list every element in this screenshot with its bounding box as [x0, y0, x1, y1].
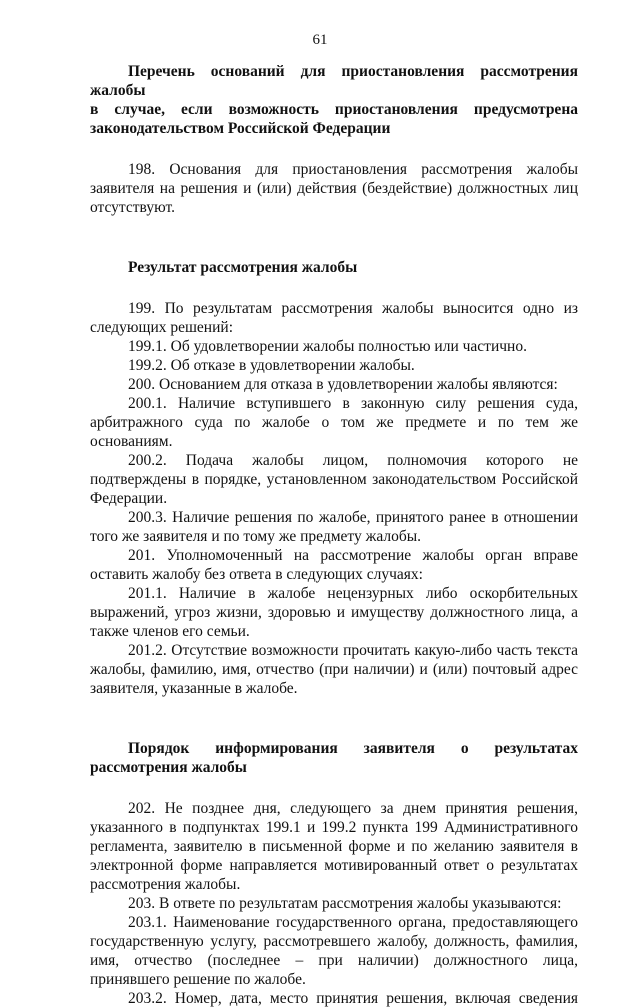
paragraph-203-1: 203.1. Наименование государственного органа, предоставляющего государственную услугу, рассмотревшего жалобу, должность, фамилия, имя, отчество (последнее – при наличии) должностного лица, принявшего решение по жалобе.	[90, 914, 578, 988]
paragraph-199-1: 199.1. Об удовлетворении жалобы полностью или частично.	[128, 338, 527, 355]
heading-line: Порядок информирования заявителя о результатах	[128, 740, 578, 757]
paragraph-200-1: 200.1. Наличие вступившего в законную силу решения суда, арбитражного суда по жалобе о том же предмете и по тем же основаниям.	[90, 395, 578, 450]
paragraph-200-2: 200.2. Подача жалобы лицом, полномочия которого не подтверждены в порядке, установленном законодательством Российской Федерации.	[90, 452, 578, 507]
paragraph-199-2: 199.2. Об отказе в удовлетворении жалобы.	[128, 357, 415, 374]
section-heading-complaint-result	[90, 258, 578, 277]
paragraph-202: 202. Не позднее дня, следующего за днем принятия решения, указанного в подпунктах 199.1 и 199.2 пункта 199 Административного регламента, заявителю в письменной форме и по желанию заявителя в электронной форме направляется мотивированный ответ о результатах рассмотрения жалобы.	[90, 800, 578, 893]
paragraph-203: 203. В ответе по результатам рассмотрения жалобы указываются:	[128, 895, 562, 912]
heading-line: Перечень оснований для приостановления рассмотрения жалобы	[90, 63, 578, 99]
page-number: 61	[312, 32, 328, 48]
paragraph-198: 198. Основания для приостановления рассмотрения жалобы заявителя на решения и (или) действия (бездействие) должностных лиц отсутствуют.	[90, 161, 578, 216]
heading-line: в случае, если возможность приостановления предусмотрена	[90, 101, 578, 118]
section-heading-suspension-grounds	[90, 62, 578, 138]
paragraph-200-3: 200.3. Наличие решения по жалобе, принятого ранее в отношении того же заявителя и по тому же предмету жалобы.	[90, 509, 578, 545]
page-content	[90, 62, 578, 1008]
heading-line: Результат рассмотрения жалобы	[128, 259, 358, 276]
paragraph-200: 200. Основанием для отказа в удовлетворении жалобы являются:	[128, 376, 558, 393]
paragraph-201: 201. Уполномоченный на рассмотрение жалобы орган вправе оставить жалобу без ответа в следующих случаях:	[90, 547, 578, 583]
paragraph-201-1: 201.1. Наличие в жалобе нецензурных либо оскорбительных выражений, угроз жизни, здоровью и имуществу должностного лица, а также членов его семьи.	[90, 585, 578, 640]
heading-line: рассмотрения жалобы	[90, 759, 247, 776]
paragraph-201-2: 201.2. Отсутствие возможности прочитать какую-либо часть текста жалобы, фамилию, имя, отчество (при наличии) и (или) почтовый адрес заявителя, указанные в жалобе.	[90, 642, 578, 697]
paragraph-199: 199. По результатам рассмотрения жалобы выносится одно из следующих решений:	[90, 300, 578, 336]
section-heading-informing-applicant	[90, 739, 578, 777]
heading-line: законодательством Российской Федерации	[90, 120, 391, 137]
paragraph-203-2: 203.2. Номер, дата, место принятия решения, включая сведения	[128, 990, 578, 1007]
